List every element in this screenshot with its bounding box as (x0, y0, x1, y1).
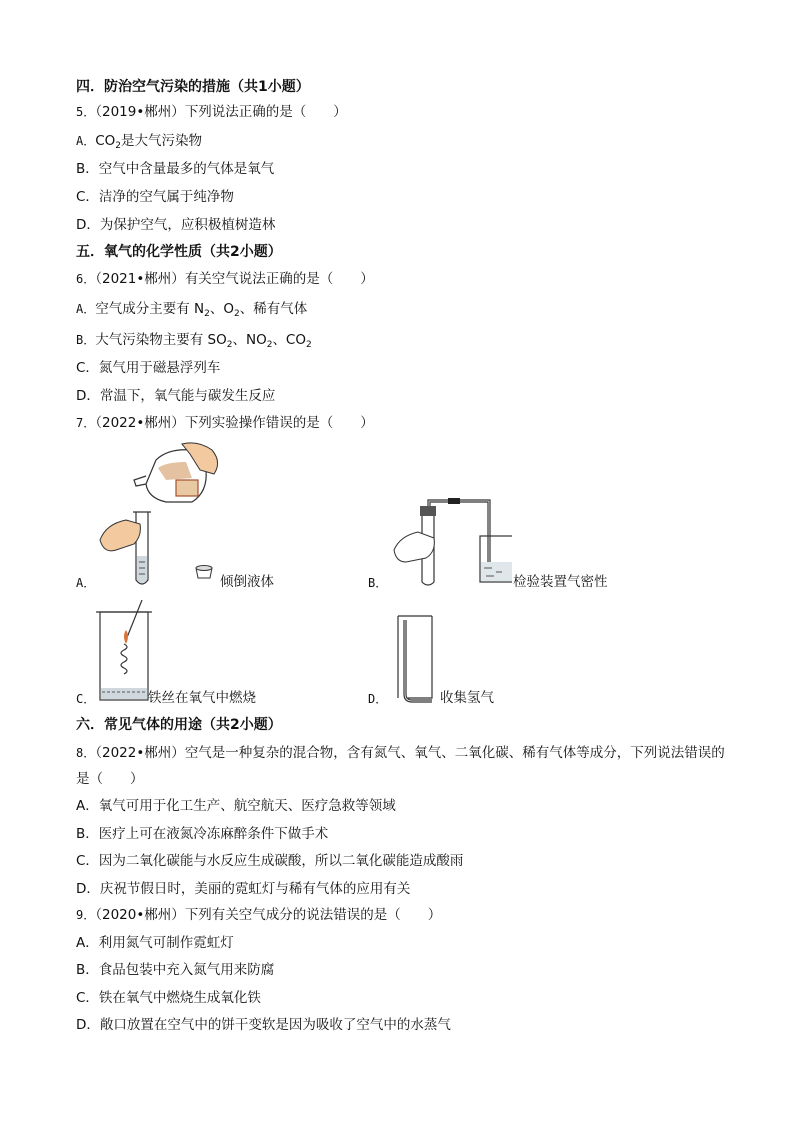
question-number: 9． (76, 908, 96, 922)
option-7d-letter: D． (368, 692, 388, 706)
option-7c-label: 铁丝在氧气中燃烧 (148, 690, 256, 706)
option-letter: A． (76, 302, 96, 316)
question-8 (76, 740, 726, 792)
iron-burning-figure (94, 600, 154, 704)
subscript: 2 (234, 309, 240, 319)
option-7b-label: 检验装置气密性 (513, 574, 608, 590)
subscript: 2 (266, 340, 273, 350)
question-number: 8． (76, 746, 96, 760)
section-title-5: 五．氧气的化学性质（共2小题） (76, 244, 282, 260)
question-source: （2021•郴州） (95, 271, 185, 287)
section-title-6: 六．常见气体的用途（共2小题） (76, 717, 282, 733)
question-9 (76, 906, 441, 924)
option-text: 、NO (232, 332, 267, 348)
section-title-4: 四．防治空气污染的措施（共1小题） (76, 79, 310, 95)
subscript: 2 (306, 340, 312, 350)
option-text: 、CO (272, 332, 306, 348)
subscript: 2 (226, 340, 233, 350)
question-6 (76, 270, 374, 288)
option-text: 大气污染物主要有 SO (95, 332, 227, 348)
question-number: 5． (76, 105, 96, 119)
option-7b-letter: B． (368, 576, 388, 590)
option-letter: B． (76, 333, 96, 347)
option-text: 是大气污染物 (121, 133, 203, 149)
question-5 (76, 103, 347, 121)
option-6c: C．氮气用于磁悬浮列车 (76, 360, 221, 376)
question-7 (76, 414, 374, 432)
question-number: 6． (76, 272, 96, 286)
option-5a (76, 132, 202, 150)
question-stem: 下列有关空气成分的说法错误的是（ ） (184, 907, 442, 923)
option-5d: D．为保护空气，应积极植树造林 (76, 217, 276, 233)
option-8a: A．氧气可用于化工生产、航空航天、医疗急救等领域 (76, 798, 396, 814)
option-7c-letter: C． (76, 692, 96, 706)
option-letter: A． (76, 134, 96, 148)
option-text: 、O (209, 301, 234, 317)
option-8b: B．医疗上可在液氮冷冻麻醉条件下做手术 (76, 826, 329, 842)
option-6b (76, 331, 312, 349)
airtightness-check-figure (392, 492, 512, 592)
question-source: （2022•郴州） (95, 745, 185, 761)
option-text: CO (95, 133, 116, 149)
question-stem: 空气是一种复杂的混合物，含有氮气、氧气、二氧化碳、稀有气体等成分，下列说法错误的是（ ） (76, 745, 725, 787)
option-7a-letter: A． (76, 576, 96, 590)
option-8d: D．庆祝节假日时，美丽的霓虹灯与稀有气体的应用有关 (76, 881, 411, 897)
option-8c: C．因为二氧化碳能与水反应生成碳酸，所以二氧化碳能造成酸雨 (76, 853, 464, 869)
question-stem: 下列说法正确的是（ ） (184, 104, 347, 120)
option-text: 、稀有气体 (239, 301, 308, 317)
question-source: （2022•郴州） (95, 415, 185, 431)
question-source: （2020•郴州） (95, 907, 185, 923)
pouring-liquid-figure (96, 440, 226, 590)
subscript: 2 (204, 309, 210, 319)
question-stem: 有关空气说法正确的是（ ） (184, 271, 374, 287)
option-9d: D．敞口放置在空气中的饼干变软是因为吸收了空气中的水蒸气 (76, 1017, 451, 1033)
question-source: （2019•郴州） (95, 104, 185, 120)
option-5b: B．空气中含量最多的气体是氧气 (76, 161, 275, 177)
option-7d-label: 收集氢气 (440, 690, 494, 706)
hydrogen-collection-figure (392, 612, 438, 704)
option-7a-label: 倾倒液体 (220, 574, 274, 590)
option-9a: A．利用氮气可制作霓虹灯 (76, 935, 234, 951)
option-9b: B．食品包装中充入氮气用来防腐 (76, 962, 275, 978)
option-6d: D．常温下，氧气能与碳发生反应 (76, 388, 276, 404)
option-text: 空气成分主要有 N (95, 301, 205, 317)
question-number: 7． (76, 416, 96, 430)
option-6a (76, 300, 307, 318)
option-9c: C．铁在氧气中燃烧生成氧化铁 (76, 990, 261, 1006)
subscript: 2 (115, 141, 122, 151)
question-stem: 下列实验操作错误的是（ ） (184, 415, 374, 431)
option-5c: C．洁净的空气属于纯净物 (76, 189, 234, 205)
